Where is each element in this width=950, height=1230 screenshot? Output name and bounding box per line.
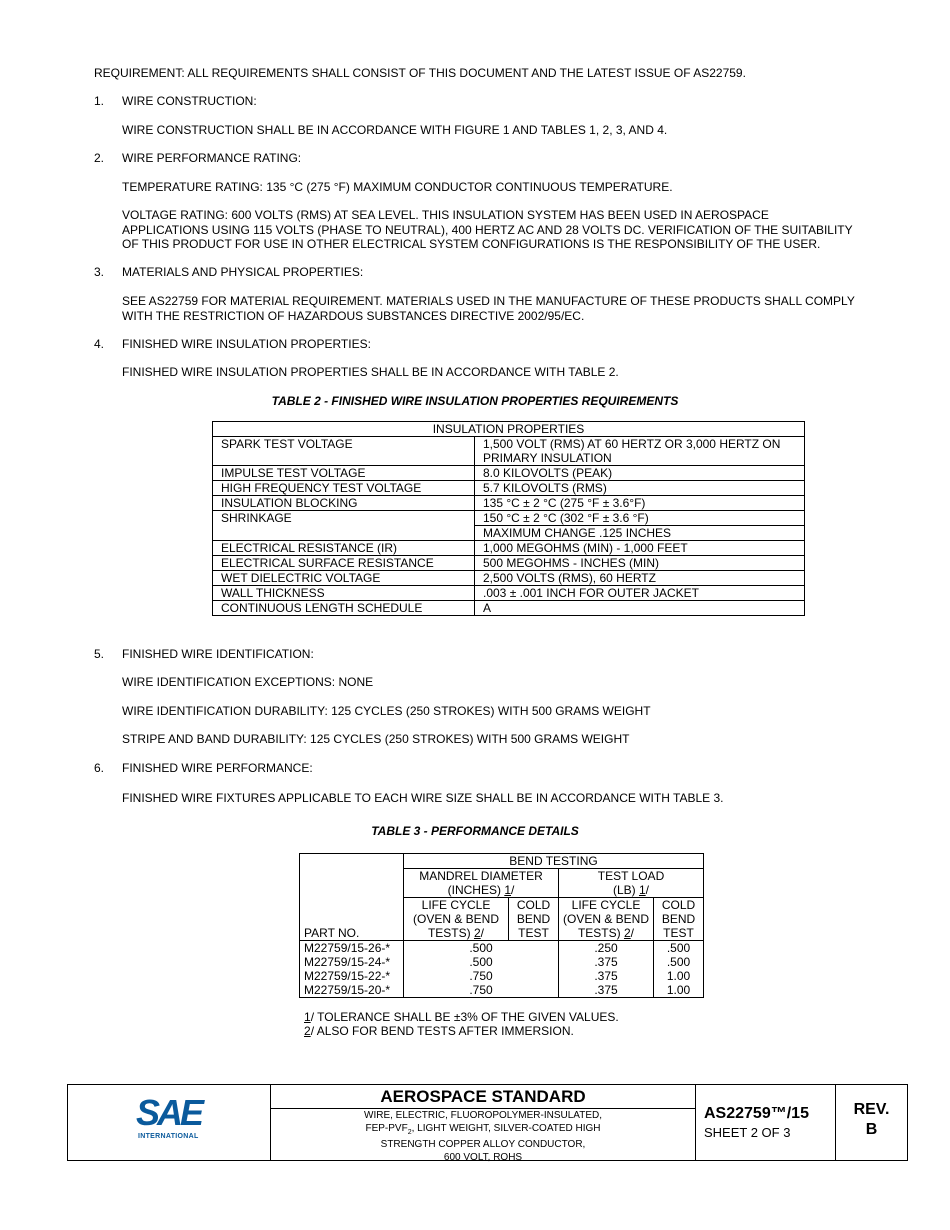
- cold-load-value: .500: [654, 955, 704, 969]
- table-row: [213, 511, 805, 526]
- test-load-header: TEST LOAD (LB) 1/: [559, 869, 704, 898]
- sheet-number: SHEET 2 OF 3: [704, 1125, 791, 1140]
- property-name: WALL THICKNESS: [213, 586, 475, 601]
- part-no-header: PART NO.: [300, 854, 404, 941]
- sae-logo: [68, 1085, 270, 1160]
- mandrel-diameter-header: MANDREL DIAMETER (INCHES) 1/: [404, 869, 559, 898]
- table-row: [213, 541, 805, 556]
- property-name: [213, 526, 475, 541]
- table-2: [212, 421, 805, 616]
- property-value: A: [475, 601, 805, 616]
- section-6-title: FINISHED WIRE PERFORMANCE:: [122, 761, 313, 775]
- part-number: M22759/15-26-*: [300, 941, 404, 956]
- section-3-number: 3.: [94, 265, 105, 279]
- cold-load-value: .500: [654, 941, 704, 956]
- table-row: [213, 556, 805, 571]
- property-value: 1,500 VOLT (RMS) AT 60 HERTZ OR 3,000 HERTZ ON PRIMARY INSULATION: [475, 437, 805, 466]
- mandrel-value: .750: [404, 969, 559, 983]
- section-3-title: MATERIALS AND PHYSICAL PROPERTIES:: [122, 265, 364, 279]
- cold-load-value: 1.00: [654, 969, 704, 983]
- load-cold-bend-header: COLD BEND TEST: [654, 898, 704, 941]
- title-cell: [270, 1085, 695, 1163]
- revision-label: REV.: [853, 1101, 890, 1118]
- identification-exceptions: WIRE IDENTIFICATION EXCEPTIONS: NONE: [122, 675, 374, 689]
- document-type: AEROSPACE STANDARD: [271, 1085, 695, 1109]
- section-6-number: 6.: [94, 761, 105, 775]
- table-row: [213, 481, 805, 496]
- property-name: IMPULSE TEST VOLTAGE: [213, 466, 475, 481]
- mandrel-value: .500: [404, 941, 559, 956]
- property-value: 2,500 VOLTS (RMS), 60 HERTZ: [475, 571, 805, 586]
- materials-paragraph: SEE AS22759 FOR MATERIAL REQUIREMENT. MATERIALS USED IN THE MANUFACTURE OF THESE PRODUCTS SHALL COMPLY WITH THE RESTRICTION OF HAZARDOUS SUBSTANCES DIRECTIVE 2002/95/EC.: [122, 294, 855, 323]
- table-row: [300, 983, 704, 998]
- life-load-value: .250: [559, 941, 654, 956]
- section-5-number: 5.: [94, 647, 105, 661]
- footnote-1: 1/ TOLERANCE SHALL BE ±3% OF THE GIVEN VALUES.: [304, 1010, 619, 1024]
- section-1-paragraph: WIRE CONSTRUCTION SHALL BE IN ACCORDANCE WITH FIGURE 1 AND TABLES 1, 2, 3, AND 4.: [122, 123, 668, 137]
- identification-durability: WIRE IDENTIFICATION DURABILITY: 125 CYCLES (250 STROKES) WITH 500 GRAMS WEIGHT: [122, 704, 651, 718]
- life-load-value: .375: [559, 983, 654, 998]
- section-1-title: WIRE CONSTRUCTION:: [122, 94, 257, 108]
- property-value: 135 °C ± 2 °C (275 °F ± 3.6°F): [475, 496, 805, 511]
- section-6-paragraph: FINISHED WIRE FIXTURES APPLICABLE TO EACH WIRE SIZE SHALL BE IN ACCORDANCE WITH TABLE 3.: [122, 791, 724, 805]
- property-value: MAXIMUM CHANGE .125 INCHES: [475, 526, 805, 541]
- section-2-title: WIRE PERFORMANCE RATING:: [122, 151, 302, 165]
- table-row: [213, 526, 805, 541]
- stripe-band-durability: STRIPE AND BAND DURABILITY: 125 CYCLES (250 STROKES) WITH 500 GRAMS WEIGHT: [122, 732, 630, 746]
- table-row: [300, 955, 704, 969]
- mandrel-value: .750: [404, 983, 559, 998]
- property-value: 1,000 MEGOHMS (MIN) - 1,000 FEET: [475, 541, 805, 556]
- table-row: [213, 586, 805, 601]
- table-3: [299, 853, 704, 998]
- table-row: [213, 601, 805, 616]
- part-number: M22759/15-24-*: [300, 955, 404, 969]
- mandrel-value: .500: [404, 955, 559, 969]
- sae-logo-mark: SAE: [136, 1092, 202, 1133]
- sae-logo-subtitle: INTERNATIONAL: [138, 1133, 199, 1140]
- property-value: .003 ± .001 INCH FOR OUTER JACKET: [475, 586, 805, 601]
- section-2-number: 2.: [94, 151, 105, 165]
- table-row: [213, 571, 805, 586]
- bend-testing-header: BEND TESTING: [404, 854, 704, 869]
- property-name: ELECTRICAL SURFACE RESISTANCE: [213, 556, 475, 571]
- property-name: INSULATION BLOCKING: [213, 496, 475, 511]
- life-load-value: .375: [559, 955, 654, 969]
- document-number-cell: [695, 1085, 836, 1160]
- voltage-rating: VOLTAGE RATING: 600 VOLTS (RMS) AT SEA LEVEL. THIS INSULATION SYSTEM HAS BEEN USED IN AEROSPACE APPLICATIONS USING 115 VOLTS (PHASE TO NEUTRAL), 400 HERTZ AC AND 28 VOLTS DC. VERIFICATION OF THE SUITABILITY OF THIS PRODUCT FOR USE IN OTHER ELECTRICAL SYSTEM CONFIGURATIONS IS THE RESPONSIBILITY OF THE USER.: [122, 208, 853, 251]
- document-number: AS22759™/15: [704, 1105, 809, 1122]
- table-row: [213, 496, 805, 511]
- requirement-statement: REQUIREMENT: ALL REQUIREMENTS SHALL CONSIST OF THIS DOCUMENT AND THE LATEST ISSUE OF AS22759.: [94, 66, 746, 80]
- table-row: [300, 969, 704, 983]
- section-4-number: 4.: [94, 337, 105, 351]
- footnote-2: 2/ ALSO FOR BEND TESTS AFTER IMMERSION.: [304, 1024, 574, 1038]
- property-value: 8.0 KILOVOLTS (PEAK): [475, 466, 805, 481]
- revision-value: B: [865, 1121, 878, 1138]
- mandrel-cold-bend-header: COLD BEND TEST: [509, 898, 559, 941]
- table-3-caption: TABLE 3 - PERFORMANCE DETAILS: [371, 824, 579, 838]
- part-number: M22759/15-20-*: [300, 983, 404, 998]
- table-row: [300, 941, 704, 956]
- property-value: 500 MEGOHMS - INCHES (MIN): [475, 556, 805, 571]
- property-value: 5.7 KILOVOLTS (RMS): [475, 481, 805, 496]
- load-life-cycle-header: LIFE CYCLE (OVEN & BEND TESTS) 2/: [559, 898, 654, 941]
- life-load-value: .375: [559, 969, 654, 983]
- property-name: CONTINUOUS LENGTH SCHEDULE: [213, 601, 475, 616]
- document-description: WIRE, ELECTRIC, FLUOROPOLYMER-INSULATED, FEP-$PVF_2$, LIGHT WEIGHT, SILVER-COATED HIGH STRENGTH COPPER ALLOY CONDUCTOR, 600 VOLT, ROHS: [364, 1110, 602, 1163]
- temperature-rating: TEMPERATURE RATING: 135 °C (275 °F) MAXIMUM CONDUCTOR CONTINUOUS TEMPERATURE.: [122, 180, 673, 194]
- property-name: HIGH FREQUENCY TEST VOLTAGE: [213, 481, 475, 496]
- property-value: 150 °C ± 2 °C (302 °F ± 3.6 °F): [475, 511, 805, 526]
- title-block: [67, 1084, 908, 1161]
- table-2-header: INSULATION PROPERTIES: [213, 422, 805, 437]
- table-2-caption: TABLE 2 - FINISHED WIRE INSULATION PROPERTIES REQUIREMENTS: [271, 394, 679, 408]
- part-number: M22759/15-22-*: [300, 969, 404, 983]
- property-name: SHRINKAGE: [213, 511, 475, 526]
- section-4-paragraph: FINISHED WIRE INSULATION PROPERTIES SHALL BE IN ACCORDANCE WITH TABLE 2.: [122, 365, 619, 379]
- mandrel-life-cycle-header: LIFE CYCLE (OVEN & BEND TESTS) 2/: [404, 898, 509, 941]
- property-name: SPARK TEST VOLTAGE: [213, 437, 475, 466]
- cold-load-value: 1.00: [654, 983, 704, 998]
- property-name: ELECTRICAL RESISTANCE (IR): [213, 541, 475, 556]
- section-5-title: FINISHED WIRE IDENTIFICATION:: [122, 647, 314, 661]
- section-1-number: 1.: [94, 94, 105, 108]
- table-row: [213, 437, 805, 466]
- revision-cell: [835, 1085, 907, 1160]
- section-4-title: FINISHED WIRE INSULATION PROPERTIES:: [122, 337, 371, 351]
- table-row: [213, 466, 805, 481]
- property-name: WET DIELECTRIC VOLTAGE: [213, 571, 475, 586]
